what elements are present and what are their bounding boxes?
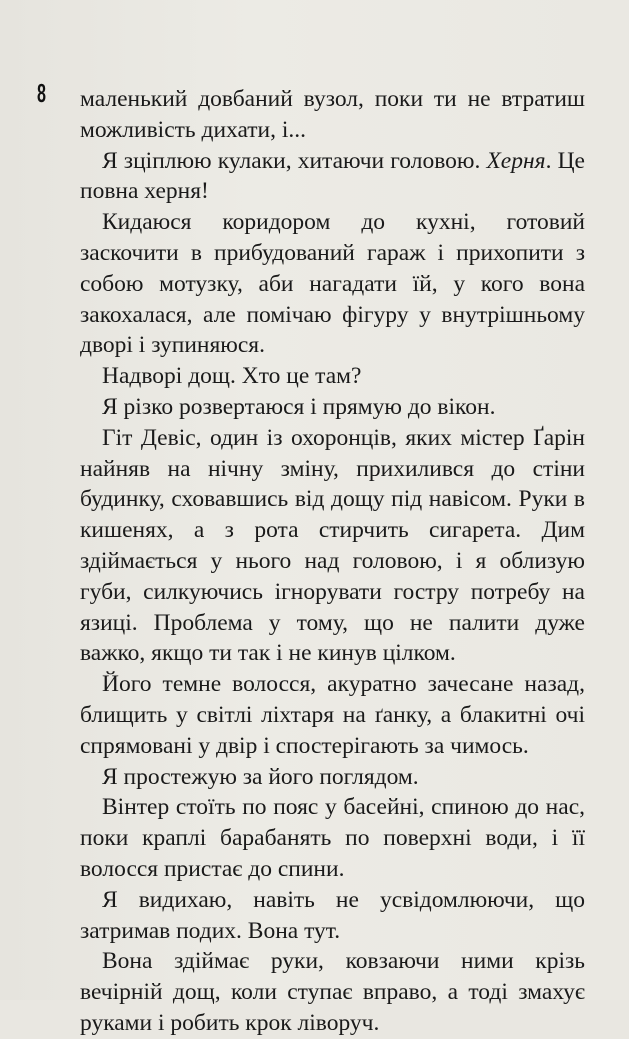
paragraph: Його темне волосся, акуратно зачесане назад, блищить у світлі ліхтаря на ґанку, а блакитні очі спрямовані у двір і спостерігають за чимось. <box>80 671 585 759</box>
paragraph: Вона здіймає руки, ковзаючи ними крізь вечірній дощ, коли ступає вправо, а тоді змахує руками і робить крок ліворуч. <box>80 948 585 1036</box>
emphasis-text: Херня <box>486 147 546 174</box>
paragraph-text: . Це повна херня! <box>80 147 585 205</box>
body-text <box>80 84 585 1039</box>
paragraph-text: Я зціплюю кулаки, хитаючи головою. <box>102 147 487 174</box>
paragraph: Я різко розвертаюся і прямую до вікон. <box>102 393 496 420</box>
paragraph <box>80 146 585 208</box>
paragraph: Гіт Девіс, один із охоронців, яких містер Ґарін найняв на нічну зміну, прихилився до стіни будинку, сховавшись від дощу під навісом. Руки в кишенях, а з рота стирчить сигарета. Дим здіймається у нього над головою, і я облизую губи, силкуючись ігнорувати гостру потребу на язиці. Проблема у тому, що не палити дуже важко, якщо ти так і не кинув цілком. <box>80 424 585 667</box>
paragraph: Я простежую за його поглядом. <box>102 763 419 790</box>
paragraph: маленький довбаний вузол, поки ти не втратиш можливість дихати, і... <box>80 86 585 143</box>
paragraph: Кидаюся коридором до кухні, готовий заскочити в прибудований гараж і прихопити з собою мотузку, аби нагадати їй, у кого вона закохалася, але помічаю фігуру у внутрішньому дворі і зупиняюся. <box>80 209 585 359</box>
paragraph: Надворі дощ. Хто це там? <box>102 363 362 390</box>
page-number: 8 <box>37 78 46 108</box>
paragraph: Вінтер стоїть по пояс у басейні, спиною до нас, поки краплі барабанять по поверхні води, і її волосся пристає до спини. <box>80 794 585 882</box>
paragraph: Я видихаю, навіть не усвідомлюючи, що затримав подих. Вона тут. <box>80 886 585 944</box>
